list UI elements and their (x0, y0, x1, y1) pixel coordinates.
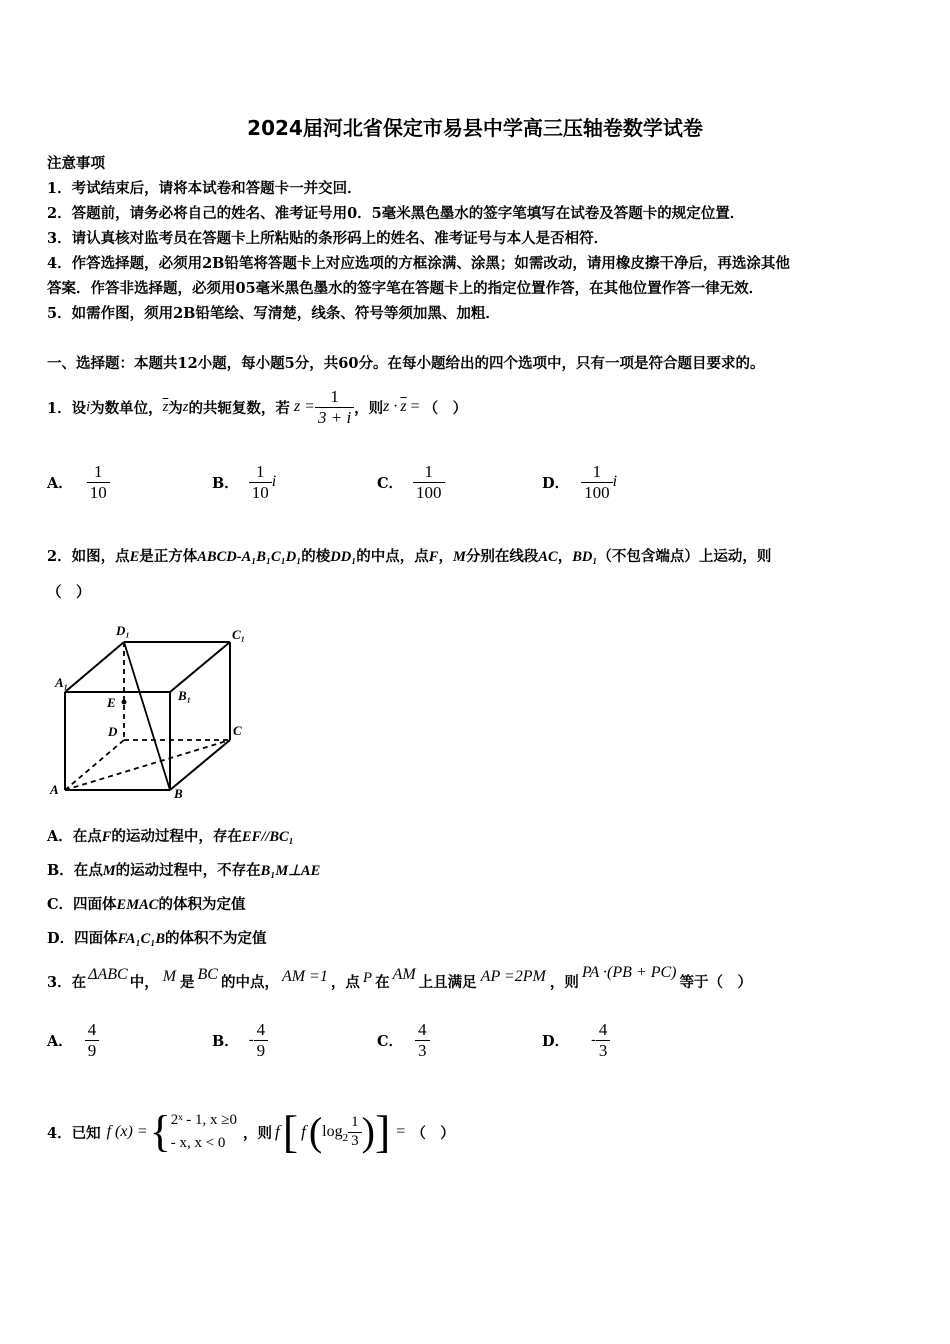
notice-item: 1．考试结束后，请将本试卷和答题卡一并交回． (47, 180, 362, 197)
q1-fraction: $\frac{1}{3 + i}$ (315, 387, 354, 427)
label-a: A (50, 782, 59, 797)
case-1: 2ˣ - 1, x ≥0 (170, 1111, 238, 1128)
q2-paren: （ ） (47, 584, 91, 601)
q3-option-c: C． $\frac{4}{3}$ (377, 1020, 430, 1060)
q1-option-a: A． $\frac{1}{10}$ (47, 462, 110, 502)
q3-option-a: A． $\frac{4}{9}$ (47, 1020, 99, 1060)
section-heading: 一、选择题：本题共12小题，每小题5分，共60分。在每小题给出的四个选项中，只有一项是符合题目要求的。 (47, 355, 765, 372)
edge (65, 642, 124, 692)
label-c1: C₁ (232, 627, 246, 642)
edge (170, 642, 230, 692)
label-d: D (108, 724, 118, 739)
q2-option-c: C．四面体EMAC的体积为定值 (47, 896, 246, 913)
label-c: C (233, 723, 242, 738)
question-3: 3．在 ΔABC 中， M 是 BC 的中点， AM =1 ，点 P 在 AM 上且满足 AP =2PM ，则 PA ·(PB + PC) 等于（ ） (47, 964, 752, 991)
question-4: 4．已知 f (x) = { 2ˣ - 1, x ≥0 - x, x < 0 ，则 f [ f ( log 2 $\frac{1}{3}$ ) ] = （ ） (47, 1106, 455, 1157)
edge (170, 740, 230, 790)
label-b1: B₁ (178, 688, 192, 703)
label-b: B (174, 786, 183, 801)
notice-item: 5．如需作图，须用2B铅笔绘、写清楚，线条、符号等须加黑、加粗． (47, 305, 500, 322)
question-1: 1．设 i 为数单位， $\overline{z}$ 为 z 的共轭复数，若 z = $\frac{1}{3 + i}$ ，则 z · $\overline{z}$ = （ ） (47, 386, 468, 427)
q2-option-a: A．在点F的运动过程中，存在EF//BC₁ (47, 828, 294, 845)
page-title: 2024届河北省保定市易县中学高三压轴卷数学试卷 (247, 116, 703, 140)
cube-figure (40, 620, 270, 810)
notice-item: 答案．作答非选择题，必须用05毫米黑色墨水的签字笔在答题卡上的指定位置作答，在其他位置作答一律无效． (47, 280, 764, 297)
question-2: 2．如图，点E是正方体ABCD-A₁B₁C₁D₁的棱DD₁的中点，点F，M分别在线段AC，BD₁（不包含端点）上运动，则 (47, 548, 772, 565)
notice-item: 2．答题前，请务必将自己的姓名、准考证号用0．5毫米黑色墨水的签字笔填写在试卷及答题卡的规定位置． (47, 205, 745, 222)
label-a1: A₁ (55, 675, 69, 690)
notice-heading: 注意事项 (47, 155, 105, 172)
notice-item: 3．请认真核对监考员在答题卡上所粘贴的条形码上的姓名、准考证号与本人是否相符． (47, 230, 609, 247)
label-d1: D₁ (116, 623, 130, 638)
q1-option-d: D． $\frac{1}{100}$ i (542, 462, 618, 502)
point-e (122, 700, 127, 705)
diagonal-bd1 (124, 642, 170, 790)
hidden-edge (65, 740, 124, 790)
label-e: E (107, 695, 116, 710)
notice-item: 4．作答选择题，必须用2B铅笔将答题卡上对应选项的方框涂满、涂黑；如需改动，请用橡皮擦干净后，再选涂其他 (47, 255, 790, 272)
diagonal-ac (65, 740, 230, 790)
q2-option-b: B．在点M的运动过程中，不存在B₁M⊥AE (47, 862, 321, 879)
q3-option-d: D． - $\frac{4}{3}$ (542, 1020, 610, 1060)
q2-option-d: D．四面体FA₁C₁B的体积不为定值 (47, 930, 267, 947)
case-2: - x, x < 0 (170, 1135, 226, 1151)
q3-option-b: B． - $\frac{4}{9}$ (212, 1020, 268, 1060)
q1-option-b: B． $\frac{1}{10}$ i (212, 462, 277, 502)
q1-option-c: C． $\frac{1}{100}$ (377, 462, 445, 502)
